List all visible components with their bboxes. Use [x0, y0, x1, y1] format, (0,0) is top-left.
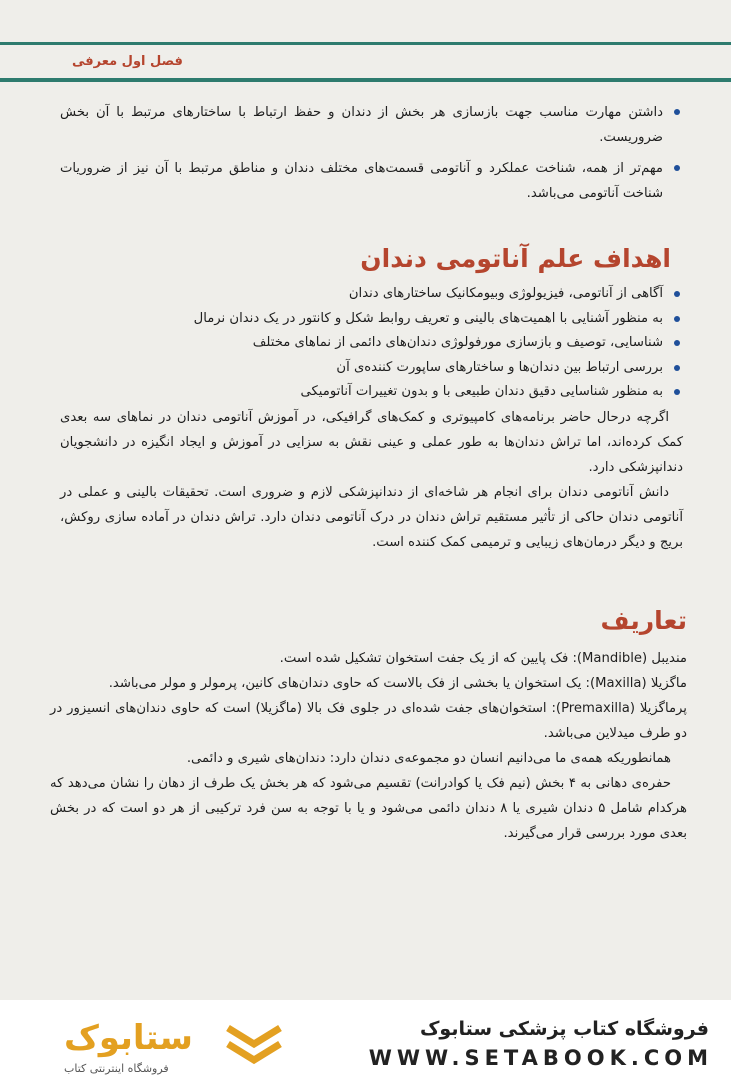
definition-line: مندیبل (Mandible): فک پایین که از یک جفت استخوان تشکیل شده است.: [279, 651, 687, 666]
logo-wordmark: ستابوک: [64, 1018, 193, 1058]
definitions-paragraph: همانطوریکه همه‌ی ما می‌دانیم انسان دو مجموعه‌ی دندان دارد: دندان‌های شیری و دائمی.: [186, 751, 671, 766]
intro-bullet: داشتن مهارت مناسب جهت بازسازی هر بخش از دندان و حفظ ارتباط با ساختارهای مرتبط با آن بخش ضروریست.: [60, 100, 683, 150]
logo-subtitle: فروشگاه اینترنتی کتاب: [64, 1062, 169, 1075]
header-rule-bottom: [0, 78, 731, 82]
intro-bullet: مهم‌تر از همه، شناخت عملکرد و آناتومی قسمت‌های مختلف دندان و مناطق مرتبط با آن نیز از ضروریات شناخت آناتومی می‌باشد.: [60, 156, 683, 206]
header-rule-top: [0, 42, 731, 45]
definition-line: پرماگزیلا (Premaxilla): استخوان‌های جفت شده‌ای در جلوی فک بالا (ماگزیلا) است که حاوی دندان‌های انسیزور در دو طرف میدلاین می‌باشد.: [50, 701, 687, 741]
intro-bullet-list: [60, 100, 683, 206]
goal-bullet: شناسایی، توصیف و بازسازی مورفولوژی دندان‌های دائمی از نماهای مختلف: [60, 331, 683, 356]
definition-line: ماگزیلا (Maxilla): یک استخوان یا بخشی از فک بالاست که حاوی دندان‌های کانین، پرمولر و مولر می‌باشد.: [108, 676, 687, 691]
goal-bullet: به منظور شناسایی دقیق دندان طبیعی با و بدون تغییرات آناتومیکی: [60, 380, 683, 405]
goal-bullet: به منظور آشنایی با اهمیت‌های بالینی و تعریف روابط شکل و کانتور در یک دندان نرمال: [60, 307, 683, 332]
store-footer: [0, 1000, 731, 1080]
goals-section: [60, 282, 683, 555]
goals-bullet-list: [60, 282, 683, 405]
store-logo[interactable]: [24, 1018, 274, 1075]
store-url[interactable]: WWW.SETABOOK.COM: [368, 1046, 713, 1070]
goals-paragraph: دانش آناتومی دندان برای انجام هر شاخه‌ای از دندانپزشکی لازم و ضروری است. تحقیقات بالینی و عملی در آناتومی دندان حاکی از تأثیر مستقیم تراش دندان در درک آناتومی دندان دارد. تراش دندان در آماده سازی روکش، بریج و دیگر درمان‌های زیبایی و ترمیمی کمک کننده است.: [60, 484, 683, 550]
goal-bullet: بررسی ارتباط بین دندان‌ها و ساختارهای ساپورت کننده‌ی آن: [60, 356, 683, 381]
goal-bullet: آگاهی از آناتومی، فیزیولوژی وبیومکانیک ساختارهای دندان: [60, 282, 683, 307]
definitions-paragraph: حفره‌ی دهانی به ۴ بخش (نیم فک یا کوادرانت) تقسیم می‌شود که هر بخش یک طرف از دهان را نشان می‌دهد که هرکدام شامل ۵ دندان شیری یا ۸ دندان دائمی می‌شود و یا با توجه به سن فرد ترکیبی از هر دو است که در بخش بعدی مورد بررسی قرار می‌گیرند.: [50, 776, 688, 841]
intro-section: [60, 100, 683, 212]
definitions-section: [50, 646, 687, 846]
definitions-heading: تعاریف: [600, 606, 687, 635]
double-chevron-icon: [224, 1024, 284, 1068]
goals-heading: اهداف علم آناتومی دندان: [360, 244, 671, 273]
store-name: فروشگاه کتاب پزشکی ستابوک: [419, 1018, 709, 1040]
chapter-title: فصل اول معرفی: [72, 54, 183, 69]
goals-paragraph: اگرچه درحال حاضر برنامه‌های کامپیوتری و کمک‌های گرافیکی، در آموزش آناتومی دندان در نماهای سه بعدی کمک کرده‌اند، اما تراش دندان‌ها به طور عملی و عینی نقش به سزایی در آموزش و ایجاد انگیزه در دانشجویان دندانپزشکی دارد.: [60, 409, 683, 475]
